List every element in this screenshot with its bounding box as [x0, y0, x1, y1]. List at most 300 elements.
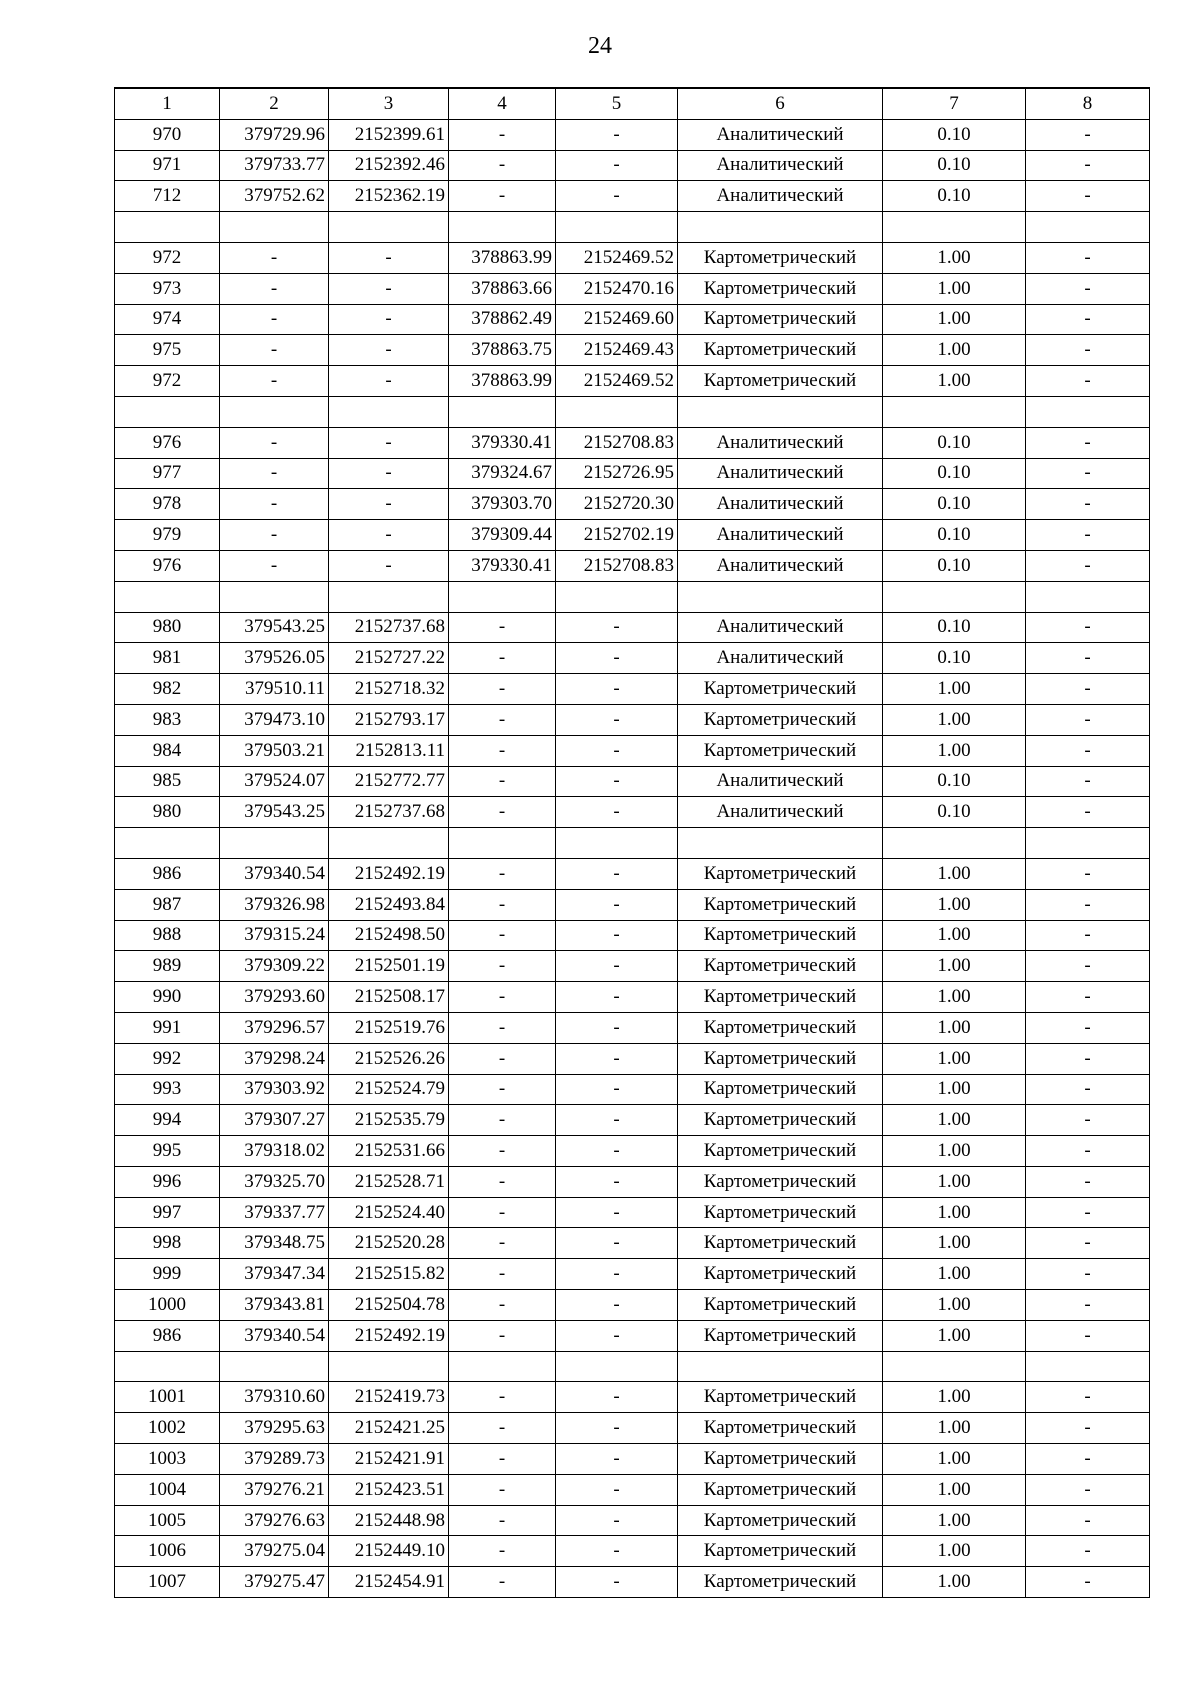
- cell-accuracy: [883, 1351, 1026, 1382]
- cell-x-existing: 379310.60: [220, 1382, 329, 1413]
- table-row: [115, 982, 1150, 1013]
- cell-method: [678, 1351, 883, 1382]
- cell-note: -: [1026, 1166, 1150, 1197]
- cell-x-new: -: [449, 1474, 556, 1505]
- cell-y-new: -: [556, 612, 678, 643]
- cell-note: -: [1026, 951, 1150, 982]
- cell-accuracy: 1.00: [883, 1136, 1026, 1167]
- cell-accuracy: 1.00: [883, 951, 1026, 982]
- cell-y-new: -: [556, 982, 678, 1013]
- column-header-y-new: 5: [556, 88, 678, 119]
- cell-point-number: 972: [115, 242, 220, 273]
- cell-y-existing: 2152423.51: [329, 1474, 449, 1505]
- cell-x-existing: 379275.47: [220, 1567, 329, 1598]
- cell-method: [678, 828, 883, 859]
- cell-x-new: -: [449, 1043, 556, 1074]
- page-number: 24: [588, 33, 612, 59]
- cell-method: Картометрический: [678, 1074, 883, 1105]
- cell-point-number: 978: [115, 489, 220, 520]
- cell-x-existing: 379276.63: [220, 1505, 329, 1536]
- cell-method: Картометрический: [678, 674, 883, 705]
- cell-method: Аналитический: [678, 550, 883, 581]
- cell-method: Картометрический: [678, 1536, 883, 1567]
- cell-accuracy: 0.10: [883, 643, 1026, 674]
- cell-y-new: 2152469.52: [556, 366, 678, 397]
- cell-accuracy: [883, 581, 1026, 612]
- cell-y-existing: [329, 581, 449, 612]
- cell-y-new: -: [556, 951, 678, 982]
- column-header-y-existing: 3: [329, 88, 449, 119]
- table-row: [115, 766, 1150, 797]
- table-row: [115, 366, 1150, 397]
- cell-x-existing: 379325.70: [220, 1166, 329, 1197]
- table-row: [115, 1074, 1150, 1105]
- cell-point-number: 986: [115, 858, 220, 889]
- cell-x-existing: 379298.24: [220, 1043, 329, 1074]
- cell-method: Аналитический: [678, 797, 883, 828]
- cell-accuracy: 1.00: [883, 1105, 1026, 1136]
- cell-method: Аналитический: [678, 766, 883, 797]
- table-row: [115, 674, 1150, 705]
- cell-y-new: -: [556, 1320, 678, 1351]
- table-row: [115, 427, 1150, 458]
- cell-point-number: 975: [115, 335, 220, 366]
- cell-x-existing: [220, 396, 329, 427]
- cell-note: -: [1026, 766, 1150, 797]
- cell-method: Картометрический: [678, 242, 883, 273]
- cell-point-number: [115, 1351, 220, 1382]
- cell-y-new: 2152469.60: [556, 304, 678, 335]
- cell-y-new: -: [556, 1382, 678, 1413]
- cell-y-existing: 2152449.10: [329, 1536, 449, 1567]
- cell-accuracy: 0.10: [883, 612, 1026, 643]
- cell-method: Картометрический: [678, 704, 883, 735]
- cell-point-number: 971: [115, 150, 220, 181]
- cell-note: [1026, 581, 1150, 612]
- cell-y-new: -: [556, 704, 678, 735]
- table-row: [115, 150, 1150, 181]
- cell-y-new: -: [556, 150, 678, 181]
- cell-note: -: [1026, 1444, 1150, 1475]
- cell-x-existing: 379293.60: [220, 982, 329, 1013]
- cell-x-new: -: [449, 119, 556, 150]
- cell-y-existing: 2152493.84: [329, 889, 449, 920]
- cell-point-number: 1001: [115, 1382, 220, 1413]
- cell-method: Картометрический: [678, 1166, 883, 1197]
- cell-x-existing: 379347.34: [220, 1259, 329, 1290]
- cell-y-new: -: [556, 674, 678, 705]
- cell-method: Картометрический: [678, 1444, 883, 1475]
- cell-accuracy: 0.10: [883, 797, 1026, 828]
- cell-accuracy: 1.00: [883, 1012, 1026, 1043]
- cell-method: Картометрический: [678, 1413, 883, 1444]
- cell-point-number: 981: [115, 643, 220, 674]
- cell-point-number: 1002: [115, 1413, 220, 1444]
- cell-x-existing: 379752.62: [220, 181, 329, 212]
- cell-y-new: -: [556, 797, 678, 828]
- cell-accuracy: 1.00: [883, 1536, 1026, 1567]
- cell-note: -: [1026, 119, 1150, 150]
- cell-y-new: [556, 581, 678, 612]
- table-row: [115, 612, 1150, 643]
- cell-y-new: -: [556, 920, 678, 951]
- cell-note: -: [1026, 150, 1150, 181]
- cell-y-new: 2152708.83: [556, 427, 678, 458]
- cell-method: Картометрический: [678, 951, 883, 982]
- cell-y-existing: [329, 212, 449, 243]
- cell-note: -: [1026, 643, 1150, 674]
- cell-accuracy: 1.00: [883, 366, 1026, 397]
- cell-y-existing: [329, 828, 449, 859]
- cell-point-number: [115, 828, 220, 859]
- table-row: [115, 181, 1150, 212]
- cell-accuracy: 1.00: [883, 1074, 1026, 1105]
- cell-x-new: -: [449, 1074, 556, 1105]
- cell-x-new: -: [449, 1505, 556, 1536]
- cell-y-new: -: [556, 1290, 678, 1321]
- cell-y-new: -: [556, 735, 678, 766]
- cell-x-new: -: [449, 1136, 556, 1167]
- cell-point-number: 976: [115, 427, 220, 458]
- cell-x-existing: -: [220, 335, 329, 366]
- cell-y-new: -: [556, 1105, 678, 1136]
- cell-x-new: -: [449, 766, 556, 797]
- table-row: [115, 1105, 1150, 1136]
- cell-x-existing: 379733.77: [220, 150, 329, 181]
- cell-y-existing: 2152727.22: [329, 643, 449, 674]
- cell-x-existing: [220, 1351, 329, 1382]
- cell-point-number: 1007: [115, 1567, 220, 1598]
- column-header-note: 8: [1026, 88, 1150, 119]
- cell-point-number: 993: [115, 1074, 220, 1105]
- column-header-x-new: 4: [449, 88, 556, 119]
- cell-y-new: -: [556, 119, 678, 150]
- cell-x-existing: 379473.10: [220, 704, 329, 735]
- separator-row: [115, 581, 1150, 612]
- cell-method: Картометрический: [678, 1105, 883, 1136]
- cell-x-existing: [220, 828, 329, 859]
- cell-point-number: [115, 212, 220, 243]
- cell-x-existing: [220, 581, 329, 612]
- cell-accuracy: 1.00: [883, 1043, 1026, 1074]
- cell-accuracy: [883, 212, 1026, 243]
- cell-x-new: -: [449, 920, 556, 951]
- cell-y-new: -: [556, 1043, 678, 1074]
- cell-x-new: 379303.70: [449, 489, 556, 520]
- cell-y-existing: 2152813.11: [329, 735, 449, 766]
- cell-note: [1026, 1351, 1150, 1382]
- cell-x-new: -: [449, 858, 556, 889]
- cell-note: -: [1026, 735, 1150, 766]
- cell-note: -: [1026, 1012, 1150, 1043]
- cell-x-existing: -: [220, 366, 329, 397]
- cell-x-existing: 379276.21: [220, 1474, 329, 1505]
- cell-method: Аналитический: [678, 150, 883, 181]
- cell-point-number: 712: [115, 181, 220, 212]
- cell-x-new: [449, 1351, 556, 1382]
- table-row: [115, 1259, 1150, 1290]
- cell-y-existing: 2152737.68: [329, 797, 449, 828]
- cell-y-existing: [329, 1351, 449, 1382]
- cell-y-new: -: [556, 1444, 678, 1475]
- cell-method: Картометрический: [678, 366, 883, 397]
- cell-x-existing: 379524.07: [220, 766, 329, 797]
- cell-accuracy: [883, 828, 1026, 859]
- cell-accuracy: 0.10: [883, 766, 1026, 797]
- cell-method: Картометрический: [678, 1259, 883, 1290]
- cell-point-number: 997: [115, 1197, 220, 1228]
- cell-method: [678, 396, 883, 427]
- cell-accuracy: 1.00: [883, 1166, 1026, 1197]
- cell-x-new: -: [449, 612, 556, 643]
- cell-y-new: 2152726.95: [556, 458, 678, 489]
- cell-y-existing: -: [329, 489, 449, 520]
- table-row: [115, 1197, 1150, 1228]
- table-row: [115, 1536, 1150, 1567]
- cell-point-number: 1005: [115, 1505, 220, 1536]
- cell-y-existing: 2152772.77: [329, 766, 449, 797]
- cell-method: Картометрический: [678, 1567, 883, 1598]
- cell-note: -: [1026, 1567, 1150, 1598]
- cell-x-existing: 379526.05: [220, 643, 329, 674]
- cell-y-existing: 2152737.68: [329, 612, 449, 643]
- cell-x-existing: 379318.02: [220, 1136, 329, 1167]
- cell-y-existing: 2152519.76: [329, 1012, 449, 1043]
- cell-y-existing: 2152454.91: [329, 1567, 449, 1598]
- cell-y-existing: 2152515.82: [329, 1259, 449, 1290]
- cell-x-existing: 379289.73: [220, 1444, 329, 1475]
- cell-y-new: [556, 828, 678, 859]
- cell-accuracy: [883, 396, 1026, 427]
- cell-note: -: [1026, 982, 1150, 1013]
- cell-accuracy: 1.00: [883, 982, 1026, 1013]
- cell-accuracy: 0.10: [883, 458, 1026, 489]
- table-row: [115, 1290, 1150, 1321]
- cell-x-existing: [220, 212, 329, 243]
- cell-method: Аналитический: [678, 520, 883, 551]
- cell-point-number: 989: [115, 951, 220, 982]
- cell-y-existing: 2152524.79: [329, 1074, 449, 1105]
- cell-y-existing: 2152524.40: [329, 1197, 449, 1228]
- cell-method: Картометрический: [678, 1012, 883, 1043]
- cell-note: -: [1026, 1074, 1150, 1105]
- cell-note: [1026, 396, 1150, 427]
- column-header-accuracy: 7: [883, 88, 1026, 119]
- cell-point-number: 982: [115, 674, 220, 705]
- cell-method: Картометрический: [678, 1043, 883, 1074]
- cell-method: Картометрический: [678, 858, 883, 889]
- cell-x-new: -: [449, 982, 556, 1013]
- cell-x-new: 378863.75: [449, 335, 556, 366]
- cell-method: Аналитический: [678, 643, 883, 674]
- table-row: [115, 520, 1150, 551]
- cell-note: -: [1026, 1413, 1150, 1444]
- cell-y-existing: -: [329, 458, 449, 489]
- header-row: [115, 88, 1150, 119]
- cell-x-new: 378863.99: [449, 366, 556, 397]
- cell-method: Картометрический: [678, 1505, 883, 1536]
- cell-note: -: [1026, 1382, 1150, 1413]
- cell-x-existing: -: [220, 458, 329, 489]
- table-row: [115, 951, 1150, 982]
- cell-y-new: -: [556, 1074, 678, 1105]
- cell-x-new: -: [449, 1536, 556, 1567]
- table-row: [115, 1413, 1150, 1444]
- cell-note: -: [1026, 920, 1150, 951]
- cell-x-new: -: [449, 1320, 556, 1351]
- table-row: [115, 550, 1150, 581]
- table-row: [115, 735, 1150, 766]
- cell-y-existing: 2152492.19: [329, 858, 449, 889]
- cell-accuracy: 0.10: [883, 520, 1026, 551]
- separator-row: [115, 1351, 1150, 1382]
- table-row: [115, 1228, 1150, 1259]
- cell-x-new: -: [449, 1444, 556, 1475]
- cell-y-existing: 2152793.17: [329, 704, 449, 735]
- cell-accuracy: 1.00: [883, 858, 1026, 889]
- cell-method: Картометрический: [678, 889, 883, 920]
- cell-y-new: -: [556, 1474, 678, 1505]
- cell-x-existing: 379340.54: [220, 858, 329, 889]
- cell-note: -: [1026, 1536, 1150, 1567]
- cell-accuracy: 1.00: [883, 1567, 1026, 1598]
- cell-point-number: 976: [115, 550, 220, 581]
- cell-y-new: 2152720.30: [556, 489, 678, 520]
- cell-y-existing: 2152528.71: [329, 1166, 449, 1197]
- cell-y-existing: [329, 396, 449, 427]
- cell-x-existing: -: [220, 304, 329, 335]
- cell-y-existing: -: [329, 427, 449, 458]
- cell-x-new: [449, 212, 556, 243]
- cell-note: -: [1026, 674, 1150, 705]
- cell-y-new: -: [556, 1259, 678, 1290]
- cell-note: [1026, 828, 1150, 859]
- cell-method: Картометрический: [678, 920, 883, 951]
- cell-note: -: [1026, 304, 1150, 335]
- cell-note: -: [1026, 1136, 1150, 1167]
- cell-x-new: -: [449, 181, 556, 212]
- cell-y-existing: 2152498.50: [329, 920, 449, 951]
- cell-point-number: 970: [115, 119, 220, 150]
- cell-point-number: 986: [115, 1320, 220, 1351]
- cell-accuracy: 1.00: [883, 1290, 1026, 1321]
- table-row: [115, 1444, 1150, 1475]
- cell-point-number: 988: [115, 920, 220, 951]
- table-row: [115, 643, 1150, 674]
- cell-note: -: [1026, 889, 1150, 920]
- table-body: [115, 88, 1150, 1598]
- cell-x-new: 378862.49: [449, 304, 556, 335]
- cell-point-number: 979: [115, 520, 220, 551]
- cell-accuracy: 1.00: [883, 674, 1026, 705]
- table-row: [115, 119, 1150, 150]
- cell-method: Картометрический: [678, 982, 883, 1013]
- cell-accuracy: 0.10: [883, 427, 1026, 458]
- cell-note: -: [1026, 550, 1150, 581]
- cell-method: Картометрический: [678, 1290, 883, 1321]
- cell-y-new: -: [556, 1166, 678, 1197]
- cell-y-existing: 2152448.98: [329, 1505, 449, 1536]
- cell-method: Картометрический: [678, 1474, 883, 1505]
- cell-x-existing: 379295.63: [220, 1413, 329, 1444]
- cell-y-new: -: [556, 1136, 678, 1167]
- cell-note: -: [1026, 181, 1150, 212]
- table-row: [115, 858, 1150, 889]
- cell-x-new: 379330.41: [449, 427, 556, 458]
- cell-y-existing: 2152520.28: [329, 1228, 449, 1259]
- cell-method: Картометрический: [678, 1228, 883, 1259]
- cell-accuracy: 1.00: [883, 1413, 1026, 1444]
- cell-y-new: 2152469.52: [556, 242, 678, 273]
- cell-y-existing: 2152421.91: [329, 1444, 449, 1475]
- cell-x-new: -: [449, 643, 556, 674]
- cell-y-new: 2152469.43: [556, 335, 678, 366]
- cell-note: [1026, 212, 1150, 243]
- cell-y-new: 2152708.83: [556, 550, 678, 581]
- table-row: [115, 797, 1150, 828]
- cell-y-new: [556, 212, 678, 243]
- cell-y-new: [556, 1351, 678, 1382]
- cell-accuracy: 1.00: [883, 335, 1026, 366]
- cell-y-new: [556, 396, 678, 427]
- cell-method: Аналитический: [678, 489, 883, 520]
- cell-point-number: 984: [115, 735, 220, 766]
- cell-note: -: [1026, 1290, 1150, 1321]
- cell-point-number: 1006: [115, 1536, 220, 1567]
- cell-y-new: -: [556, 1413, 678, 1444]
- cell-y-new: -: [556, 1197, 678, 1228]
- cell-x-existing: 379303.92: [220, 1074, 329, 1105]
- cell-accuracy: 1.00: [883, 1228, 1026, 1259]
- cell-y-new: -: [556, 1228, 678, 1259]
- cell-accuracy: 1.00: [883, 735, 1026, 766]
- cell-x-existing: 379296.57: [220, 1012, 329, 1043]
- cell-method: Картометрический: [678, 304, 883, 335]
- cell-accuracy: 1.00: [883, 304, 1026, 335]
- table-row: [115, 489, 1150, 520]
- cell-x-existing: 379543.25: [220, 612, 329, 643]
- cell-point-number: [115, 581, 220, 612]
- cell-x-new: -: [449, 735, 556, 766]
- cell-x-existing: -: [220, 273, 329, 304]
- cell-accuracy: 1.00: [883, 1444, 1026, 1475]
- cell-accuracy: 1.00: [883, 1474, 1026, 1505]
- cell-x-new: 378863.99: [449, 242, 556, 273]
- cell-x-existing: 379309.22: [220, 951, 329, 982]
- table-row: [115, 1320, 1150, 1351]
- separator-row: [115, 212, 1150, 243]
- table-row: [115, 1382, 1150, 1413]
- cell-x-new: -: [449, 951, 556, 982]
- cell-x-new: -: [449, 150, 556, 181]
- cell-y-new: -: [556, 858, 678, 889]
- table-row: [115, 1043, 1150, 1074]
- cell-method: Аналитический: [678, 612, 883, 643]
- cell-accuracy: 0.10: [883, 489, 1026, 520]
- separator-row: [115, 828, 1150, 859]
- cell-note: -: [1026, 273, 1150, 304]
- cell-method: [678, 212, 883, 243]
- cell-y-new: -: [556, 1012, 678, 1043]
- cell-x-existing: -: [220, 550, 329, 581]
- table-row: [115, 1505, 1150, 1536]
- cell-x-existing: -: [220, 427, 329, 458]
- cell-point-number: 996: [115, 1166, 220, 1197]
- cell-x-existing: 379337.77: [220, 1197, 329, 1228]
- cell-x-existing: 379729.96: [220, 119, 329, 150]
- cell-note: -: [1026, 520, 1150, 551]
- cell-y-existing: 2152501.19: [329, 951, 449, 982]
